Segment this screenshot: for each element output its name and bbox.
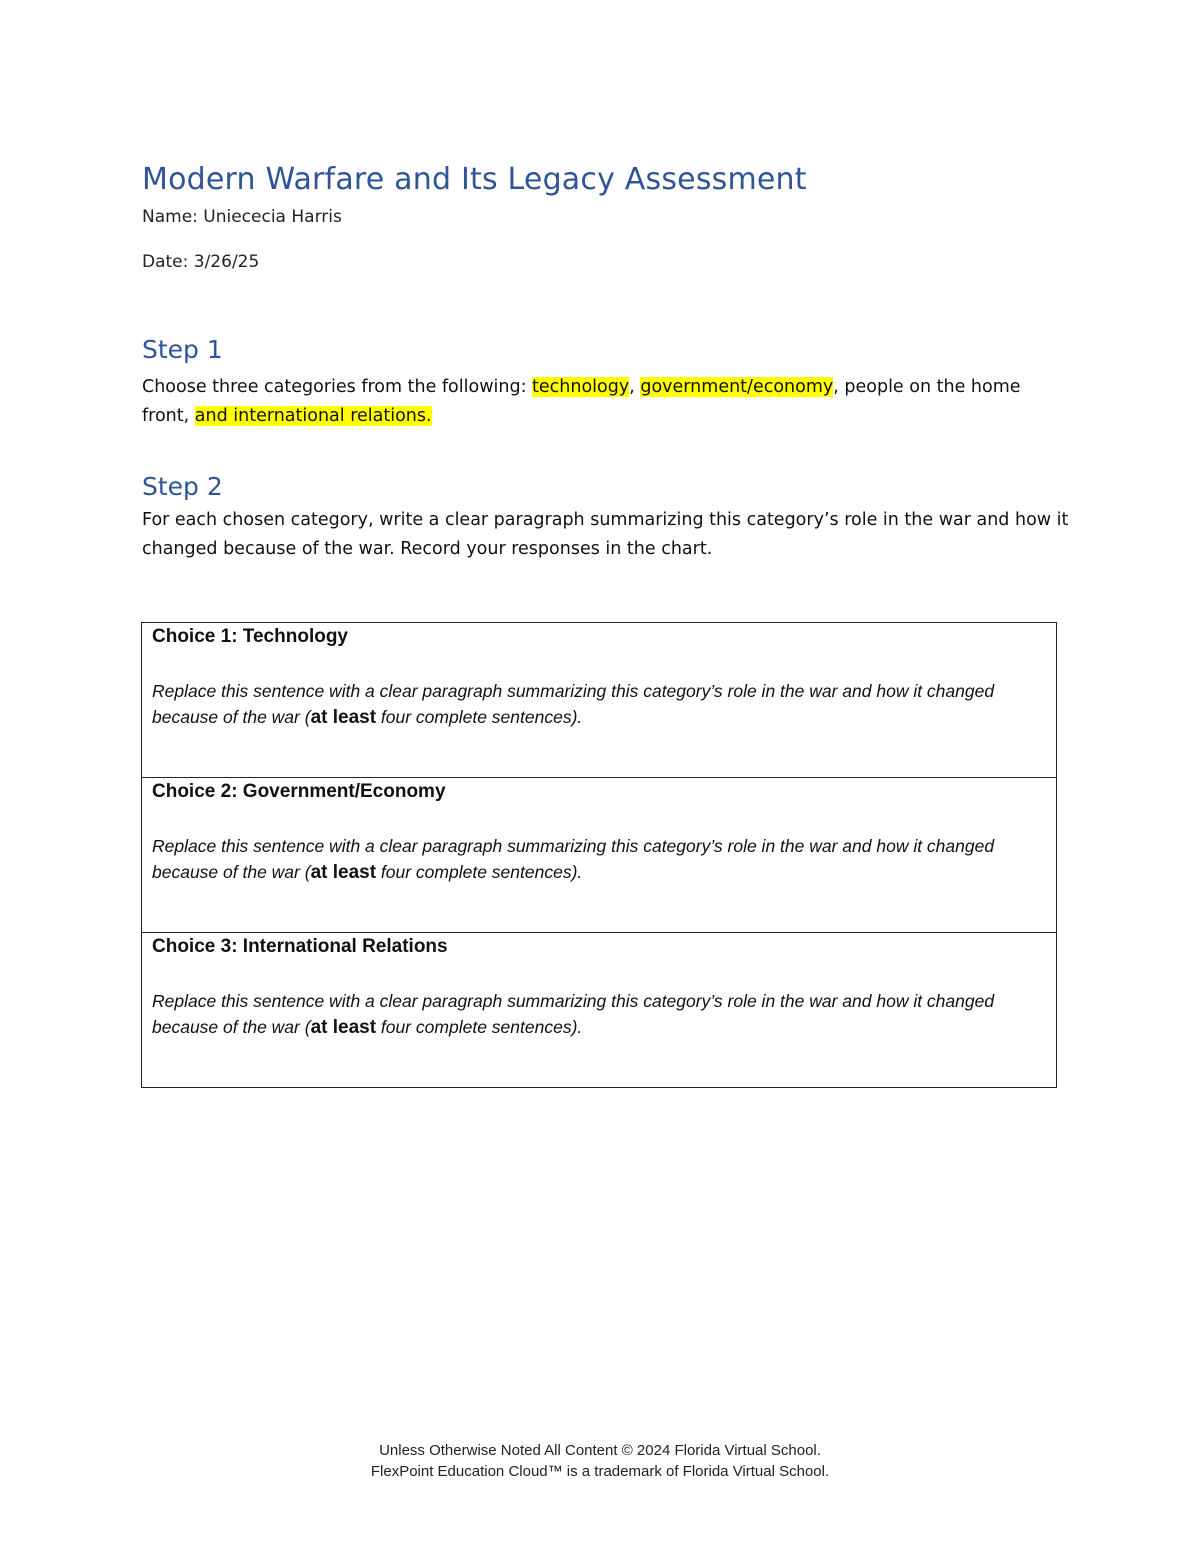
table-row [142,778,1057,933]
highlight-international-relations: and international relations. [194,405,432,426]
emphasis-at-least: at least [310,707,377,728]
step1-intro: Choose three categories from the following: [142,377,533,397]
student-name: Name: Uniececia Harris [142,207,342,227]
placeholder-text-end: four complete sentences). [376,1017,583,1037]
emphasis-at-least: at least [310,1017,377,1038]
choice-3-placeholder[interactable] [152,988,1046,1041]
choice-1-label: Choice 1: Technology [152,626,349,647]
step1-separator-2: , people on the home front, [142,377,1021,426]
assignment-date: Date: 3/26/25 [142,252,260,272]
response-cell-choice-1[interactable] [142,623,1057,778]
choice-1-placeholder[interactable] [152,678,1046,731]
response-cell-choice-3[interactable] [142,933,1057,1088]
footer-copyright: Unless Otherwise Noted All Content © 2024 Florida Virtual School. [379,1442,821,1459]
placeholder-text-end: four complete sentences). [376,707,583,727]
placeholder-text: Replace this sentence with a clear paragraph summarizing this category’s role in the war and how it changed because of the war ( [152,991,995,1037]
step2-heading: Step 2 [142,472,223,501]
highlight-technology: technology [532,377,630,397]
placeholder-text: Replace this sentence with a clear paragraph summarizing this category’s role in the war and how it changed because of the war ( [152,836,995,882]
choice-3-label: Choice 3: International Relations [152,936,448,957]
emphasis-at-least: at least [310,862,377,883]
placeholder-text-end: four complete sentences). [376,862,583,882]
table-row [142,933,1057,1088]
response-cell-choice-2[interactable] [142,778,1057,933]
response-chart [141,622,1057,1088]
footer-trademark: FlexPoint Education Cloud™ is a trademark of Florida Virtual School. [370,1463,830,1480]
step2-instructions: For each chosen category, write a clear paragraph summarizing this category’s role in the war and how it changed because of the war. Record your responses in the chart. [142,510,1069,559]
step1-separator-1: , [629,377,641,397]
placeholder-text: Replace this sentence with a clear paragraph summarizing this category’s role in the war and how it changed because of the war ( [152,681,995,727]
highlight-government-economy: government/economy [640,377,834,397]
document-title: Modern Warfare and Its Legacy Assessment [142,162,807,197]
choice-2-placeholder[interactable] [152,833,1046,886]
page-footer [0,1440,1200,1482]
step1-instructions [142,373,1072,430]
step1-heading: Step 1 [142,335,223,364]
table-row [142,623,1057,778]
choice-2-label: Choice 2: Government/Economy [152,781,446,802]
